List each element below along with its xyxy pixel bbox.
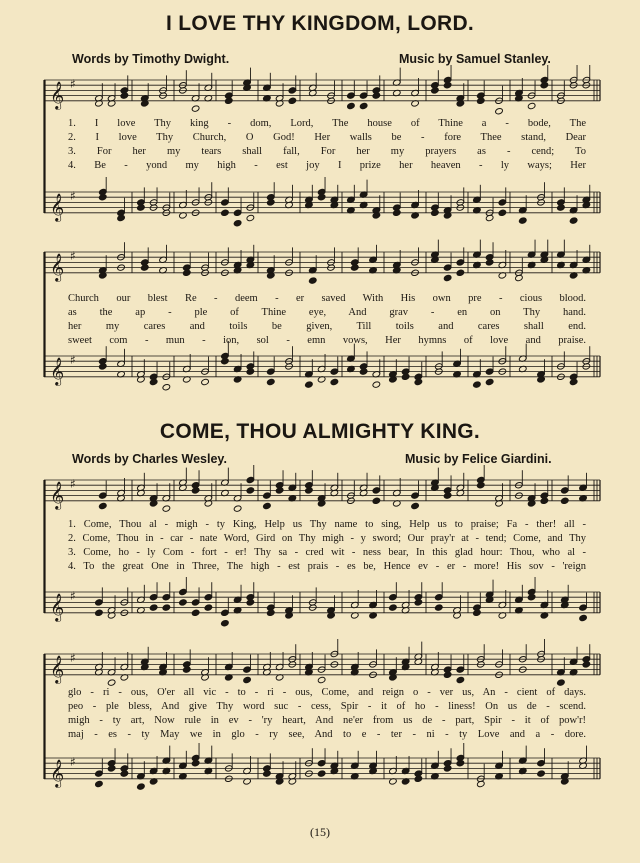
note-head (191, 609, 200, 616)
note-head (495, 108, 504, 115)
note-head (201, 378, 210, 385)
verse-line: glo - ri - ous, O'er all vic - to - ri - ous, Come, and reign o - ver us, An - cient of days. (68, 687, 586, 698)
hymn-title-i-love-thy-kingdom: I LOVE THY KINGDOM, LORD. (165, 12, 475, 35)
note-head (288, 97, 297, 104)
clef-icon: 𝄞 (50, 356, 65, 385)
note-head (359, 102, 368, 109)
note-head (137, 783, 146, 790)
verse-line: 4. Be - yond my high - est joy I prize her heaven - ly ways; Her (68, 160, 586, 171)
note-head (191, 105, 200, 112)
sharp-icon: ♯ (70, 353, 76, 368)
verse-line: 1. Come, Thou al - migh - ty King, Help us Thy name to sing, Help us to praise; Fa - ther! all - (68, 519, 586, 530)
clef-icon: 𝄞 (50, 80, 65, 109)
verse-line: maj - es - ty May we in glo - ry see, And to e - ter - ni - ty Love and a - dore. (68, 729, 586, 740)
sharp-icon: ♯ (70, 189, 76, 204)
verse-line: 2. I love Thy Church, O God! Her walls be - fore Thee stand, Dear (68, 132, 586, 143)
sharp-icon: ♯ (70, 755, 76, 770)
note-head (527, 102, 536, 109)
note-head (569, 217, 578, 224)
note-head (233, 505, 242, 512)
note-head (243, 676, 252, 683)
sharp-icon: ♯ (70, 249, 76, 264)
note-head (519, 217, 528, 224)
note-head (435, 604, 444, 611)
note-head (95, 609, 104, 616)
clef-icon: 𝄞 (50, 758, 65, 787)
sharp-icon: ♯ (70, 77, 76, 92)
note-head (162, 384, 171, 391)
note-head (95, 780, 104, 787)
bass-staff (44, 177, 600, 227)
note-head (372, 497, 381, 504)
words-credit: Words by Timothy Dwight. (72, 52, 230, 66)
page-number: (15) (310, 825, 330, 839)
verse-line: Church our blest Re - deem - er saved With His own pre - cious blood. (68, 293, 586, 304)
note-head (246, 487, 255, 494)
music-credit: Music by Felice Giardini. (405, 452, 552, 466)
sharp-icon: ♯ (70, 477, 76, 492)
note-head (347, 102, 356, 109)
hymn1-system1-lyrics (68, 117, 586, 173)
clef-icon: 𝄞 (50, 192, 65, 221)
note-head (149, 604, 158, 611)
note-head (309, 277, 318, 284)
note-head (162, 604, 171, 611)
treble-staff (44, 639, 600, 686)
bass-staff (44, 743, 600, 790)
clef-icon: 𝄞 (50, 654, 65, 683)
verse-line: peo - ple bless, And give Thy word suc - cess, Spir - it of ho - liness! On us de - scend. (68, 701, 586, 712)
note-head (246, 214, 255, 221)
note-head (579, 614, 588, 621)
note-head (305, 381, 314, 388)
sharp-icon: ♯ (70, 589, 76, 604)
note-head (443, 274, 452, 281)
verse-line: 3. For her my tears shall fall, For her my prayers as - cend; To (68, 146, 586, 157)
note-head (221, 620, 230, 627)
note-head (162, 505, 171, 512)
treble-staff (44, 65, 600, 115)
verse-line: sweet com - mun - ion, sol - emn vows, Her hymns of love and praise. (68, 335, 586, 346)
note-head (485, 378, 494, 385)
note-head (456, 269, 465, 276)
verse-line: her my cares and toils be given, Till toils and cares shall end. (68, 321, 586, 332)
treble-staff (44, 465, 600, 512)
note-head (537, 770, 546, 777)
words-credit: Words by Charles Wesley. (72, 452, 227, 466)
note-head (372, 381, 381, 388)
hymn2-system1-lyrics (68, 518, 586, 574)
note-head (204, 604, 213, 611)
note-head (317, 770, 326, 777)
music-credit: Music by Samuel Stanley. (399, 52, 551, 66)
note-head (330, 378, 339, 385)
sharp-icon: ♯ (70, 651, 76, 666)
bass-staff (44, 577, 600, 627)
clef-icon: 𝄞 (50, 592, 65, 621)
note-head (561, 497, 570, 504)
note-head (473, 381, 482, 388)
verse-line: as the ap - ple of Thine eye, And grav - en on Thy hand. (68, 307, 586, 318)
hymn2-system2-lyrics (68, 686, 586, 742)
clef-icon: 𝄞 (50, 480, 65, 509)
verse-line: 1. I love Thy king - dom, Lord, The house of Thine a - bode, The (68, 118, 586, 129)
note-head (267, 378, 276, 385)
note-head (263, 502, 272, 509)
note-head (389, 604, 398, 611)
note-head (233, 220, 242, 227)
verse-line: 3. Come, ho - ly Com - fort - er! Thy sa - cred wit - ness bear, In this glad hour: Thou, who al - (68, 547, 586, 558)
note-head (317, 676, 326, 683)
note-head (99, 502, 108, 509)
note-head (498, 209, 507, 216)
verse-line: 4. To the great One in Three, The high - est prais - es be, Hence ev - er - more! His sov - 'reign (68, 561, 586, 572)
note-head (179, 599, 188, 606)
note-head (411, 502, 420, 509)
clef-icon: 𝄞 (50, 252, 65, 281)
verse-line: migh - ty art, Now rule in ev - 'ry heart, And ne'er from us de - part, Spir - it of pow'r! (68, 715, 586, 726)
treble-staff (44, 240, 600, 285)
note-head (456, 676, 465, 683)
verse-line: 2. Come, Thou in - car - nate Word, Gird on Thy migh - y sword; Our pray'r at - tend; Come, and Thy (68, 533, 586, 544)
hymn1-system2-lyrics (68, 292, 586, 348)
hymn-title-come-thou-almighty-king: COME, THOU ALMIGHTY KING. (159, 420, 481, 443)
bass-staff (44, 341, 600, 391)
note-head (221, 209, 230, 216)
